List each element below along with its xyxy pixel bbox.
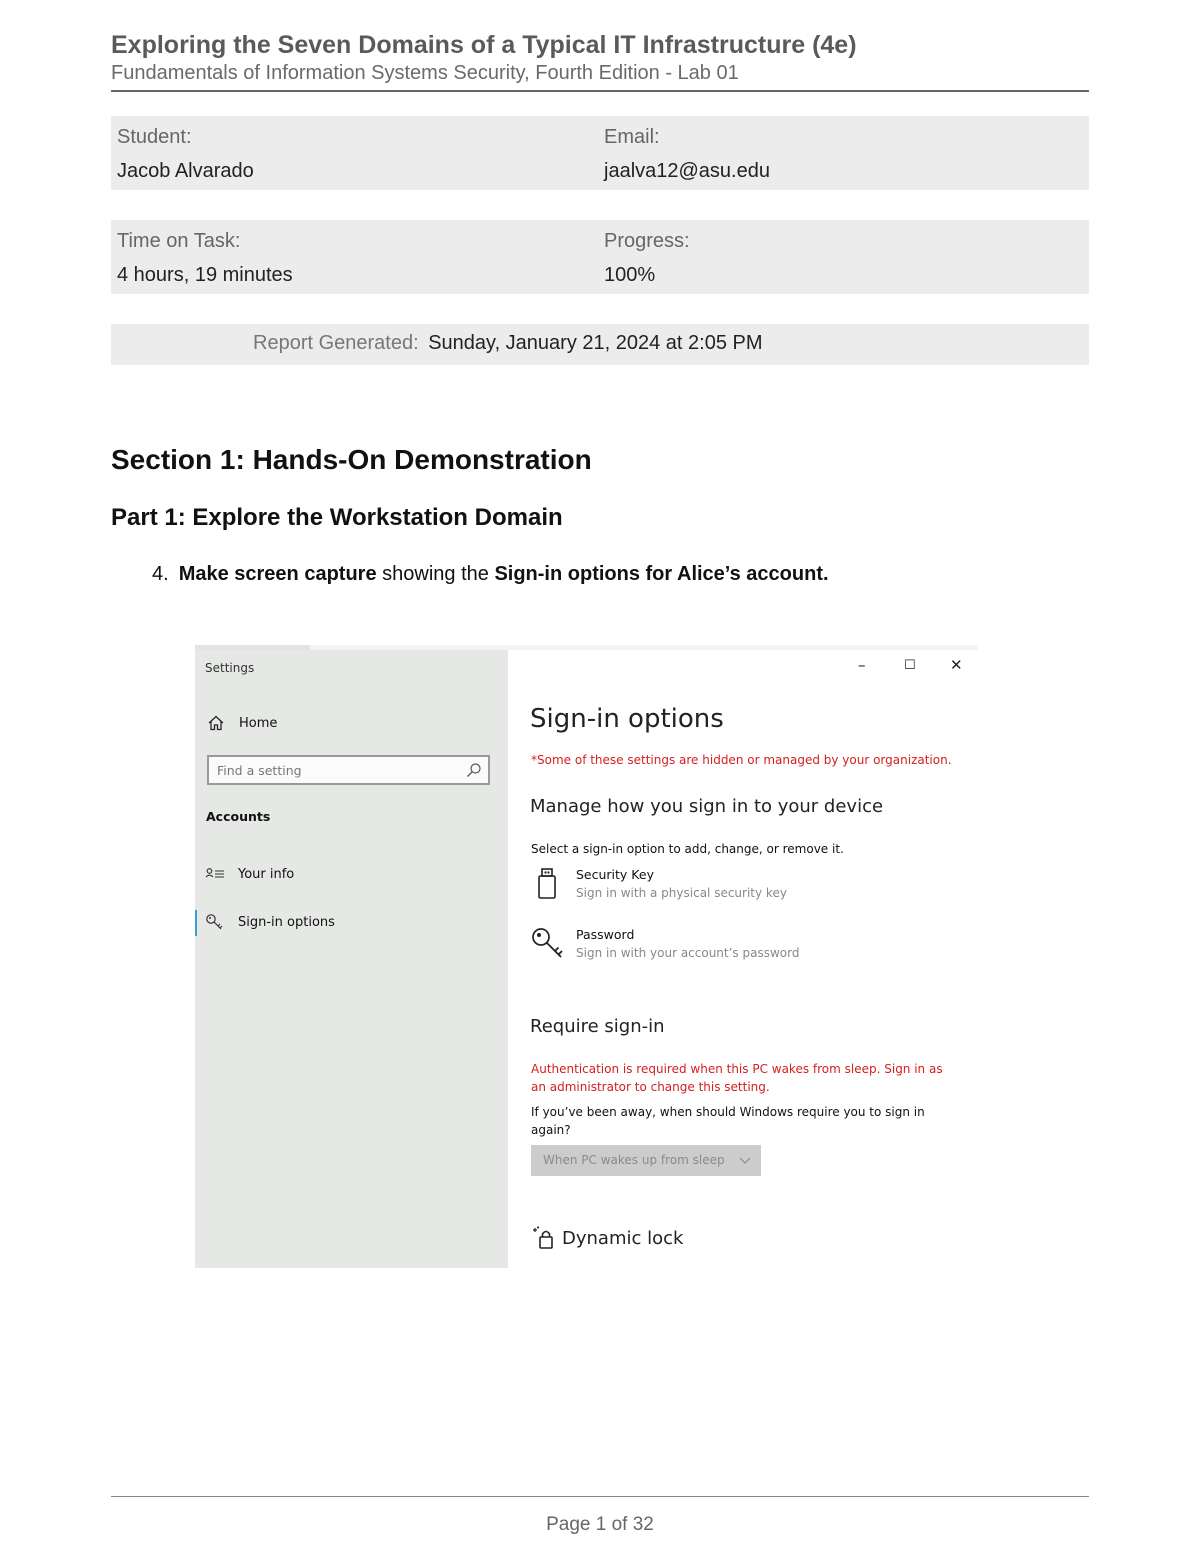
settings-sidebar bbox=[195, 650, 508, 1268]
step-text: showing the bbox=[376, 563, 495, 585]
manage-sign-in-text: Select a sign-in option to add, change, or remove it. bbox=[531, 842, 844, 856]
step-bold-target: Sign-in options for Alice’s account. bbox=[494, 563, 829, 585]
report-generated-value: Sunday, January 21, 2024 at 2:05 PM bbox=[428, 332, 763, 354]
section-title: Section 1: Hands-On Demonstration bbox=[111, 444, 592, 475]
report-generated-label: Report Generated: bbox=[253, 332, 419, 354]
sidebar-item-home-label: Home bbox=[239, 715, 278, 731]
managed-settings-warning: *Some of these settings are hidden or managed by your organization. bbox=[531, 753, 952, 767]
dynamic-lock-label: Dynamic lock bbox=[562, 1227, 684, 1249]
manage-sign-in-heading: Manage how you sign in to your device bbox=[530, 796, 884, 817]
key-icon bbox=[530, 926, 566, 962]
require-sign-in-dropdown[interactable] bbox=[531, 1145, 761, 1176]
student-value: Jacob Alvarado bbox=[117, 160, 254, 182]
close-button[interactable]: ✕ bbox=[950, 656, 963, 674]
step-instruction bbox=[152, 563, 829, 586]
progress-label: Progress: bbox=[604, 230, 690, 252]
time-on-task-label: Time on Task: bbox=[117, 230, 241, 252]
sidebar-item-your-info-label: Your info bbox=[238, 866, 295, 882]
step-number: 4. bbox=[152, 563, 169, 585]
sidebar-item-home[interactable] bbox=[207, 714, 277, 732]
option-password[interactable] bbox=[530, 926, 799, 962]
option-security-key-desc: Sign in with a physical security key bbox=[576, 886, 787, 900]
settings-main-pane bbox=[508, 650, 978, 1268]
search-icon bbox=[466, 762, 482, 778]
key-icon bbox=[205, 913, 225, 931]
sidebar-item-sign-in-options[interactable] bbox=[205, 913, 335, 931]
authentication-warning: Authentication is required when this PC wakes from sleep. Sign in as an administrator to change this setting. bbox=[531, 1062, 943, 1094]
sidebar-item-your-info[interactable] bbox=[205, 865, 294, 883]
footer-divider bbox=[111, 1496, 1089, 1497]
part-title: Part 1: Explore the Workstation Domain bbox=[111, 504, 563, 531]
document-header bbox=[111, 30, 1089, 86]
report-generated-box bbox=[111, 324, 1089, 365]
header-divider bbox=[111, 90, 1089, 92]
dynamic-lock-heading[interactable] bbox=[530, 1225, 683, 1251]
contact-card-icon bbox=[205, 865, 225, 883]
away-question: If you’ve been away, when should Windows require you to sign in again? bbox=[531, 1105, 925, 1137]
sidebar-section-accounts: Accounts bbox=[206, 809, 271, 824]
page-number: Page 1 of 32 bbox=[546, 1514, 654, 1535]
chevron-down-icon bbox=[739, 1154, 751, 1166]
option-password-desc: Sign in with your account’s password bbox=[576, 946, 800, 960]
find-setting-search[interactable] bbox=[207, 755, 490, 785]
minimize-button[interactable]: – bbox=[858, 656, 866, 674]
maximize-button[interactable]: ☐ bbox=[904, 658, 916, 673]
require-sign-in-heading: Require sign-in bbox=[530, 1016, 665, 1037]
time-on-task-value: 4 hours, 19 minutes bbox=[117, 264, 293, 286]
selected-item-indicator bbox=[195, 910, 197, 936]
dropdown-value: When PC wakes up from sleep bbox=[543, 1153, 725, 1167]
usb-key-icon bbox=[530, 866, 566, 902]
step-bold-action: Make screen capture bbox=[178, 563, 377, 585]
email-value: jaalva12@asu.edu bbox=[604, 160, 770, 182]
home-icon bbox=[207, 714, 225, 732]
settings-app-title: Settings bbox=[205, 661, 255, 675]
find-setting-input[interactable] bbox=[217, 761, 457, 779]
option-security-key-title: Security Key bbox=[576, 867, 654, 882]
progress-value: 100% bbox=[604, 264, 656, 286]
option-security-key[interactable] bbox=[530, 866, 787, 902]
progress-info-box bbox=[111, 220, 1089, 294]
student-info-box bbox=[111, 116, 1089, 190]
document-subtitle: Fundamentals of Information Systems Security, Fourth Edition - Lab 01 bbox=[111, 62, 739, 84]
sidebar-item-sign-in-options-label: Sign-in options bbox=[238, 914, 335, 930]
document-title: Exploring the Seven Domains of a Typical IT Infrastructure (4e) bbox=[111, 31, 857, 59]
student-label: Student: bbox=[117, 126, 192, 148]
page-title: Sign-in options bbox=[530, 704, 724, 734]
email-label: Email: bbox=[604, 126, 660, 148]
dynamic-lock-icon bbox=[530, 1225, 556, 1251]
option-password-title: Password bbox=[576, 927, 635, 942]
settings-screenshot bbox=[195, 645, 978, 1268]
